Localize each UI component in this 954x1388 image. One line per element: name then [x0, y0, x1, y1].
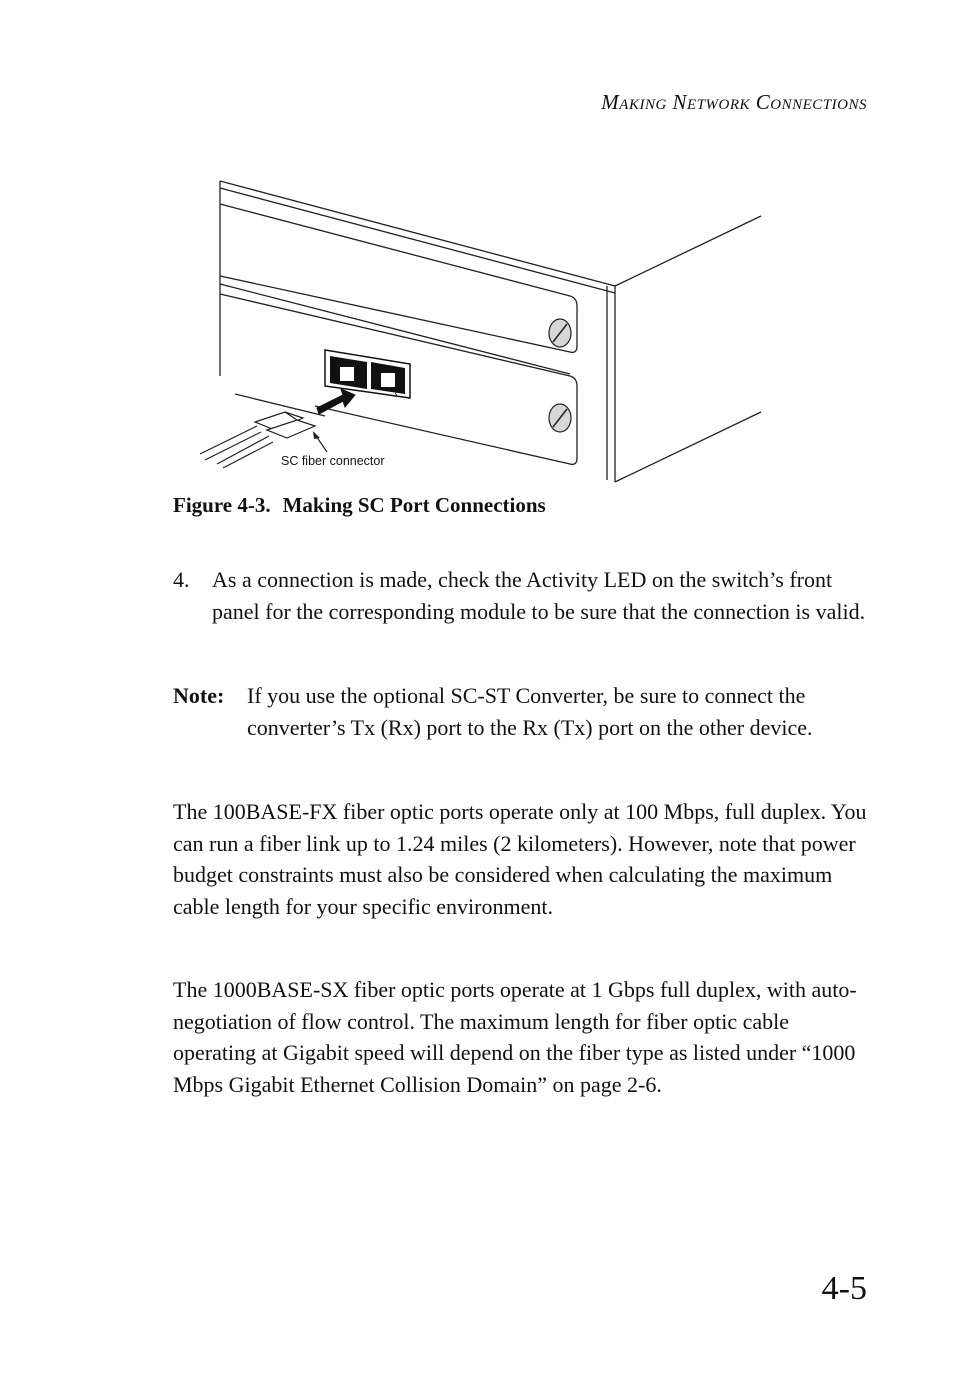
- numbered-step: [173, 564, 873, 627]
- chassis-top-edge: [220, 181, 615, 286]
- step-text: As a connection is made, check the Activity LED on the switch’s front panel for the corresponding module to be sure that the connection is valid.: [212, 567, 866, 624]
- caption-title: Making SC Port Connections: [282, 493, 546, 517]
- page-number: 4-5: [821, 1270, 867, 1307]
- chassis-side-top-edge: [615, 216, 761, 286]
- paragraph-1000base-sx: The 1000BASE-SX fiber optic ports operate at 1 Gbps full duplex, with auto-negotiation of flow control. The maximum length for fiber optic cable operating at Gigabit speed will depend on the fiber type as listed under “1000 Mbps Gigabit Ethernet Collision Domain” on page 2-6.: [173, 977, 857, 1097]
- callout-leader-line: [316, 436, 327, 452]
- paragraph-100base-fx: The 100BASE-FX fiber optic ports operate only at 100 Mbps, full duplex. You can run a fiber link up to 1.24 miles (2 kilometers). However, note that power budget constraints must also be considered when calculating the maximum cable length for your specific environment.: [173, 799, 867, 919]
- step-number: 4.: [173, 567, 190, 592]
- callout-arrowhead-icon: [313, 431, 320, 439]
- figure-caption: [173, 493, 546, 518]
- screw-upper-icon: [549, 319, 571, 347]
- switch-front-panel-drawing: [195, 176, 775, 486]
- note-text: If you use the optional SC-ST Converter, be sure to connect the converter’s Tx (Rx) port to the Rx (Tx) port on the other device.: [247, 683, 813, 740]
- running-header: Making Network Connections: [601, 90, 867, 114]
- sc-port-icon: [325, 350, 410, 398]
- chassis-top-inner-edge: [220, 188, 615, 293]
- screw-lower-icon: [549, 404, 571, 432]
- module-lower-edge: [235, 394, 325, 416]
- chassis-side-bottom-edge: [615, 412, 761, 482]
- note-block: [173, 680, 873, 743]
- callout-label: SC fiber connector: [281, 454, 385, 468]
- figure-illustration: [195, 176, 775, 486]
- caption-number: Figure 4-3.: [173, 493, 271, 517]
- note-label: Note:: [173, 683, 225, 708]
- module-divider: [220, 284, 570, 374]
